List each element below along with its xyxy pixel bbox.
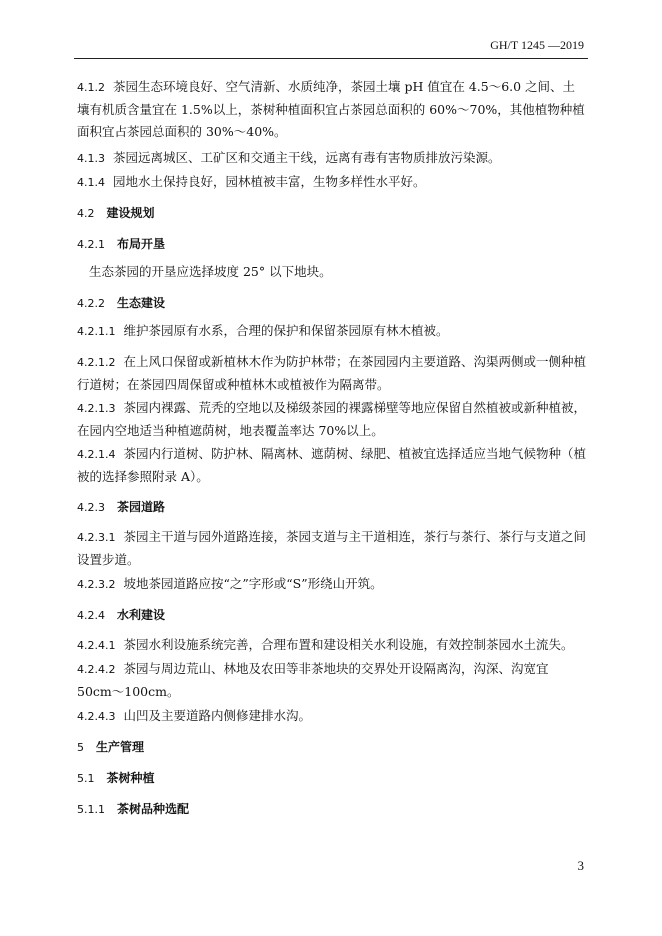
clause-4-1-3: 4.1.3 茶园远离城区、工矿区和交通主干线，远离有毒有害物质排放污染源。 [77,150,501,165]
section-4-2-4-heading: 4.2.4 水利建设 [77,608,166,622]
clause-4-2-3-1: 4.2.3.1 茶园主干道与园外道路连接，茶园支道与主干道相连，茶行与茶行、茶行与支道之间设置步道。 [77,529,586,567]
section-5-1-heading: 5.1 茶树种植 [77,771,155,785]
clause-4-2-4-2: 4.2.4.2 茶园与周边荒山、林地及农田等非茶地块的交界处开设隔离沟，沟深、沟宽宜 50cm～100cm。 [77,661,549,699]
page-number: 3 [577,858,584,873]
standard-code: GH/T 1245 —2019 [490,38,584,52]
section-4-2-2-heading: 4.2.2 生态建设 [77,296,166,310]
header-rule [74,58,588,59]
clause-4-2-1-1: 4.2.1.1 维护茶园原有水系，合理的保护和保留茶园原有林木植被。 [77,323,449,338]
section-4-2-heading: 4.2 建设规划 [77,206,155,220]
section-4-2-1-heading: 4.2.1 布局开垦 [77,237,166,251]
clause-4-2-1-3: 4.2.1.3 茶园内裸露、荒秃的空地以及梯级茶园的裸露梯壁等地应保留自然植被或新种植被，在园内空地适当种植遮荫树，地表覆盖率达 70%以上。 [77,400,586,438]
paragraph-slope: 生态茶园的开垦应选择坡度 25° 以下地块。 [89,264,332,279]
clause-4-2-4-1: 4.2.4.1 茶园水利设施系统完善，合理布置和建设相关水利设施，有效控制茶园水土流失。 [77,637,574,652]
clause-4-2-4-3: 4.2.4.3 山凹及主要道路内侧修建排水沟。 [77,708,311,723]
clause-4-2-1-2: 4.2.1.2 在上风口保留或新植林木作为防护林带；在茶园园内主要道路、沟渠两侧或一侧种植行道树；在茶园四周保留或种植林木或植被作为隔离带。 [77,354,586,392]
section-5-1-1-heading: 5.1.1 茶树品种选配 [77,802,190,816]
clause-4-1-4: 4.1.4 园地水土保持良好，园林植被丰富，生物多样性水平好。 [77,174,426,189]
section-4-2-3-heading: 4.2.3 茶园道路 [77,500,166,514]
clause-4-1-2: 4.1.2 茶园生态环境良好、空气清新、水质纯净，茶园土壤 pH 值宜在 4.5～6.0 之间、土壤有机质含量宜在 1.5%以上，茶树种植面积宜占茶园总面积的 60%～70%，其他植物种植面积宜占茶园总面积的 30%～40%。 [77,79,585,139]
clause-4-2-1-4: 4.2.1.4 茶园内行道树、防护林、隔离林、遮荫树、绿肥、植被宜选择适应当地气候物种（植被的选择参照附录 A）。 [77,446,586,484]
clause-4-2-3-2: 4.2.3.2 坡地茶园道路应按“之”字形或“S”形绕山开筑。 [77,576,383,591]
chapter-5-heading: 5 生产管理 [77,740,145,754]
